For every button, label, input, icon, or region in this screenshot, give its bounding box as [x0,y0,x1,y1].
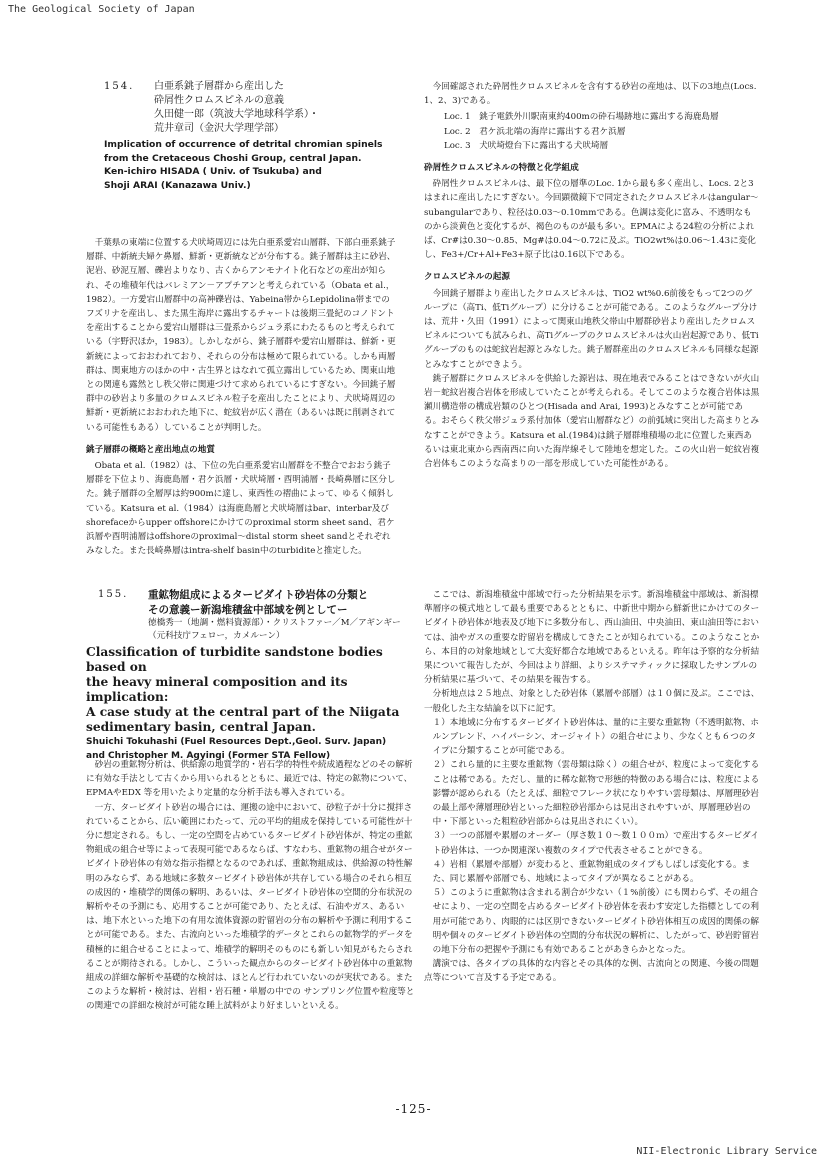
japanese-title: 重鉱物組成によるタービダイト砂岩体の分類と その意義ー新潟堆積盆中部域を例としてー [148,589,369,616]
paragraph: 今回確認された砕屑性クロムスピネルを含有する砂岩の産地は、以下の3地点(Locs. 1、2、3)である。 [424,82,757,107]
abstract-155-body-left [86,758,418,1014]
conclusion-item: ２）これら量的に主要な重鉱物（雲母類は除く）の組合せが、粒度によって変化することは稀である。ただし、量的に稀な鉱物で形態的特徴のある場合には、粒度による影響が認められる（たとえば、細粒でフレーク状になりやすい雲母類は、厚層理砂岩の最上部や薄層理砂岩といった細粒砂岩部からは見出されやすいが、厚層理砂岩の中・下部といった粗粒砂岩部からは見出されにくい）。 [432,760,760,828]
locality-list [444,110,760,153]
japanese-author: 久田健一郎（筑波大学地球科学系）・ [154,109,319,120]
paragraph: Obata et al.（1982）は、下位の先白亜系愛宕山層群を不整合でおおう銚子層群を下位より、海鹿島層・君ケ浜層・犬吠埼層・酉明浦層・長崎鼻層に区分した。銚子層群の全層厚は約900mに達し、東西性の褶曲によって、ゆるく傾斜している。Katsura et al.（1984）は海鹿島層と犬吠埼層はbar、interbar及びshorefaceからupper offshoreにかけてのproximal storm sheet sand、君ケ浜層や酉明浦層はoffshoreのproximal～distal storm sheet sandとそれぞれみなした。また長崎鼻層はintra-shelf basin中のturbiditeと推定した。 [86,461,396,557]
abstract-155-heading [86,588,416,763]
paragraph: 分析地点は２５地点、対象とした砂岩体（累層や部層）は１０個に及ぶ。ここでは、一般化した主な結論を以下に記す。 [424,689,760,714]
conclusion-item: ５）このように重鉱物は含まれる割合が少ない（１%前後）にも関わらず、その組合せにより、一定の空間を占めるタービダイト砂岩体を表わす安定した指標としての利用が可能であり、肉眼的には区別できないタービダイト砂岩体相互の成因的関係の解明や個々のタービダイト砂岩体の空間的分布状況の解析に、したがって、砂岩貯留岩の地下分布の把握や予測にも有効であることがあきらかとなった。 [432,888,759,956]
library-footer: NII-Electronic Library Service [636,1146,817,1157]
journal-header: The Geological Society of Japan [8,4,195,15]
section-heading: 銚子層群の概略と産出地点の地質 [86,444,215,455]
abstract-154-heading [104,80,394,192]
paragraph: 今回銚子層群より産出したクロムスピネルは、TiO2 wt%0.6前後をもって2つのグループに（高Ti、低Tiグループ）に分けることが可能である。このようなグループ分けは、荒井・久田（1991）によって関東山地秩父帯山中層群砂岩より産出したクロムスピネルについても試みられ、高Tiグループのクロムスピネルは火山岩起源であり、低Tiグループのものは蛇紋岩起源とみなした。銚子層群産出のクロムスピネルも同様な起源とみなすことができよう。 [424,288,759,370]
paragraph: 千葉県の東端に位置する犬吠埼周辺には先白亜系愛宕山層群、下部白亜系銚子層群、中新統夫婦ケ鼻層、鮮新・更新統などが分布する。銚子層群は主に砂岩、泥岩、砂泥互層、礫岩よりなり、古くからアンモナイト化石などの産出が知られ、その堆積年代はバレミアン－アプチアンと考えられている（Obata et al.，1982）。一方愛宕山層群中の高神礫岩は、Yabeina帯からLepidolina帯までのフズリナを産出し、また黒生海岸に露出するチャートは後期三畳紀のコノドントを産出することから愛宕山層群は三畳系からジュラ系にわたるものと考えられている（宇野沢ほか，1983）。しかしながら、銚子層群や愛宕山層群は、鮮新・更新統によっておおわれており、それらの分布は極めて限られている。しかも両層群は、関東地方のほかの中・古生界とはなれて孤立露出しているため、関東山地との関連も露然とし秩父帯に関連づけて求められているにすぎない。今回銚子層群中の砂岩より多量のクロムスピネル粒子を産出したことにより、犬吠埼周辺の鮮新・更新統におおわれた地下に、蛇紋岩が広く潜在（あるいは既に削剥されている可能性もある）していることが判明した。 [86,238,396,433]
english-title: Classification of turbidite sandstone bodies based on the heavy mineral composition and its implication: A case study at the central part of the Niigata sedimentary basin, central Japan. [86,645,400,734]
locality-item: Loc. 3 犬吠埼燈台下に露出する犬吠埼層 [444,140,609,151]
locality-item: Loc. 1 銚子電鉄外川駅南東約400mの砕石場跡地に露出する海鹿島層 [444,112,719,123]
section-heading: クロムスピネルの起源 [424,272,510,283]
japanese-authors: 徳橋秀一（地調・燃料資源部）・クリストファー／M／アギンギー （元科技庁フェロー，カメルーン） [148,618,401,641]
english-title: Implication of occurrence of detrital chromian spinels from the Cretaceous Choshi Group, central Japan. Ken-ichiro HISADA ( Univ. of Tsukuba) and Shoji ARAI (Kanazawa Univ.) [104,139,383,191]
conclusion-item: ３）一つの部層や累層のオーダー（厚さ数１０～数１００ｍ）で産出するタービダイト砂岩体は、一つか関連深い複数のタイプで代表させることができる。 [432,831,759,856]
conclusion-item: １）本地域に分布するタービダイト砂岩体は、量的に主要な重鉱物（不透明鉱物、ホルンブレンド、ハイパーシン、オージャイト）の組合せにより、少なくとも６つのタイプに分類することが可能である。 [432,717,759,757]
paragraph: 砕屑性クロムスピネルは、最下位の層準のLoc. 1から最も多く産出し、Locs. 2と3はまれに産出したにすぎない。今回顕微鏡下で同定されたクロムスピネルはangular～subangularであり、粒径は0.03～0.10mmである。色調は変化に富み、不透明なものから淡黄色と変化するが、褐色のものが最も多い。EPMAによる24粒の分析によれば、Cr#は0.30～0.85、Mg#は0.04～0.72に及ぶ。TiO2wt%は0.06～1.43に変化し、Fe3+/Cr+Al+Fe3+原子比は0.16以下である。 [424,179,759,261]
paragraph: 砂岩の重鉱物分析は、供給源の地質学的・岩石学的特性や続成過程などのその解析に有効な手法として古くから用いられるとともに、最近では、特定の鉱物について、EPMAやEDX 等を用いたより定量的な分析手法も導入されている。 [86,760,413,799]
paragraph: ここでは、新潟堆積盆中部域で行った分析結果を示す。新潟堆積盆中部域は、新潟標準層序の模式地として最も重要であるとともに、中新世中期から鮮新世にかけてのタービダイト砂岩体が地表及び地下に多数分布し、西山油田、中央油田、東山油田等においては、油やガスの重要な貯留岩を構成してきたことが知られている。このようなことから、本目的の対象地域として大変好都合な地域であるといえる。昨年は予察的な分析結果について報告したが、今回はより詳細、よりシステマティックに採取したサンプルの分析結果に基づいて、その結果を報告する。 [424,590,760,686]
japanese-title: 白亜系銚子層群から産出した 砕屑性クロムスピネルの意義 久田健一郎（筑波大学地球科学系）・ 荒井章司（金沢大学理学部） [154,80,394,136]
paragraph: 銚子層群にクロムスピネルを供給した源岩は、現在地表でみることはできないが火山岩－蛇紋岩複合岩体を形成していたことが考えられる。そしてこのような複合岩体は黒瀬川構造帯の構成岩類のひとつ(Hisada and Arai, 1993)とみなすことが可能である。おそらく秩父帯ジュラ系付加体（愛宕山層群など）の前弧域に突出した高まりとみなすことができよう。Katsura et al.(1984)は銚子層群堆積場の北に位置した東西あるいは東北東から西南西に向いた海岸線そして陸地を想定した。この火山岩－蛇紋岩複合岩体もこのような高まりの一部を形成していた可能性がある。 [424,373,760,470]
paragraph: 一方、タービダイト砂岩の場合には、運搬の途中において、砂粒子が十分に撹拌されていることから、広い範囲にわたって、元の平均的組成を保持している可能性が十分に想定される。もし、一定の空間を占めているタービダイト砂岩体が、特定の重鉱物組成の組合せ等によって表現可能であるならば、すなわち、重鉱物の組合せがタービダイト砂岩体の有効な指示指標となるのであれば、重鉱物組成は、供給源の特性解明のみならず、ある地域に多数タービダイト砂岩体が共存している場合のそれら相互の成因的・堆積学的関係の解明、あるいは、タービダイト砂岩体の空間的分布状況の解析やその予測にも、応用することが可能であり、たとえば、石油やガス、あるいは、地下水といった地下の有用な流体資源の貯留岩の分布の解析や予測に利用することが可能である。また、古流向といった堆積学的データとこれらの鉱物学的データを積極的に組合せることによって、堆積学的解明そのものにも新しい知見がもたらされることが期待される。しかし、こういった観点からのタービダイト砂岩体中の重鉱物組成の詳細な解析や基礎的な検討は、ほとんど行われていないのが実状である。またこのような解析・検討は、岩相・岩石種・単層の中での サンプリング位置や粒度等との関連での詳細な検討が可能な睡上試料がより好ましいといえる。 [86,802,415,1012]
locality-item: Loc. 2 君ケ浜北端の海岸に露出する君ケ浜層 [444,126,626,137]
japanese-author: 荒井章司（金沢大学理学部） [154,123,284,134]
english-authors: Shuichi Tokuhashi (Fuel Resources Dept.,Geol. Surv. Japan) and Christopher M. Agyingi (Former STA Fellow) [86,737,387,761]
abstract-number: 154. [104,81,135,92]
abstract-155-body-right [424,588,760,986]
conclusion-item: ４）岩相（累層や部層）が変わると、重鉱物組成のタイプもしばしば変化する。また、同じ累層や部層でも、地域によってタイプが異なることがある。 [432,859,751,885]
abstract-154-body-left [86,236,398,558]
section-heading: 砕屑性クロムスピネルの特徴と化学組成 [424,163,579,174]
abstract-154-body-right [424,80,760,471]
abstract-number: 155. [98,589,129,600]
paragraph: 講演では、各タイプの具体的な内容とその具体的な例、古流向との関連、今後の問題点等について言及する予定である。 [424,959,759,984]
page-number: -125- [395,1102,432,1116]
